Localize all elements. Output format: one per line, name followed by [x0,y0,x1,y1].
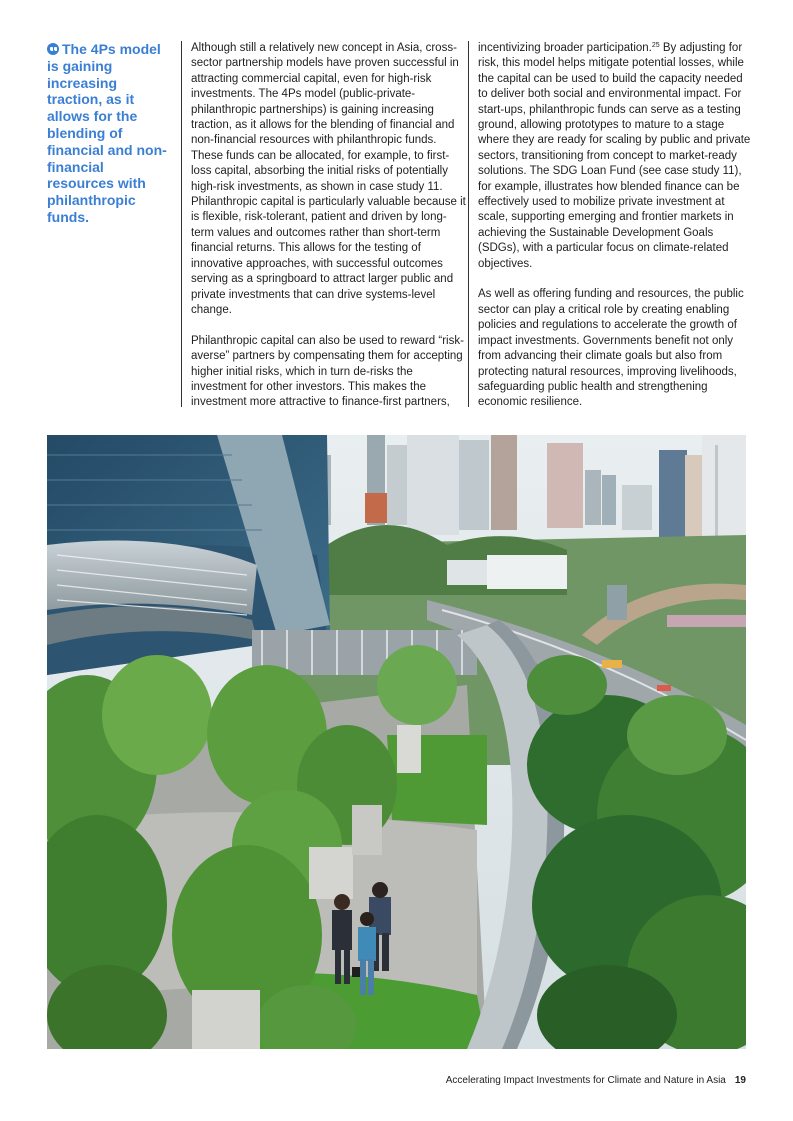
text-column-left [181,41,466,407]
paragraph-lead: incentivizing broader participation. [478,42,652,54]
paragraph-rest: By adjusting for risk, this model helps mitigate potential losses, while the capital can be used to build the capacity needed to deliver both social and environmental impact. For start-ups, philanthropic funds can serve as a testing ground, allowing prototypes to mature to a stage where they are ready for scaling by public and private sectors, transitioning from concept to market-ready solutions. The SDG Loan Fund (see case study 11), for example, illustrates how blended finance can be effectively used to mobilize private investment at scale, supporting emerging and frontier markets in achieving the Sustainable Development Goals (SDGs), with a particular focus on climate-related objectives. [478,42,751,270]
page-footer [446,1075,746,1086]
speech-bubble-icon [47,43,59,55]
paragraph: Although still a relatively new concept in Asia, cross-sector partnership models have proven successful in attracting commercial capital, even for high-risk investments. The 4Ps model (public-private-philanthropic partnerships) is gaining increasing traction, as it allows for the blending of financial and non-financial resources with philanthropic funds. These funds can be allocated, for example, to first-loss capital, absorbing the initial risks of potentially high-risk investments, as shown in case study 11. Philanthropic capital is particularly valuable because it is flexible, risk-tolerant, patient and driven by long-term values and outcomes rather than short-term financial returns. This allows for the testing of innovative approaches, with successful outcomes serving as a springboard to attract larger public and private investments that can drive systems-level change. [191,42,466,316]
paragraph [478,41,753,272]
tree-canopy-right [527,655,746,1049]
pull-quote-body: The 4Ps model is gaining increasing traction, as it allows for the blending of financial and non-financial resources with philanthropic funds. [47,41,167,225]
paragraph: Philanthropic capital can also be used to reward “risk-averse” partners by compensating them for accepting higher initial risks, which in turn de-risks the investment for other investors. This makes the investment more attractive to finance-first partners, [191,334,464,409]
photo-illustration [47,435,746,1049]
text-column-right [468,41,753,407]
page-number: 19 [734,1075,746,1086]
pull-quote-text [47,41,174,226]
pull-quote [47,41,174,226]
footer-title: Accelerating Impact Investments for Climate and Nature in Asia [445,1075,726,1086]
rooftop-garden-photo [47,435,746,1049]
paragraph: As well as offering funding and resources, the public sector can play a critical role by creating enabling policies and regulations to accelerate the growth of impact investments. Governments benefit not only from advancing their climate goals but also from protecting natural resources, improving livelihoods, safeguarding public health and strengthening economic resilience. [478,288,744,409]
footnote-ref[interactable]: 25 [651,42,660,49]
